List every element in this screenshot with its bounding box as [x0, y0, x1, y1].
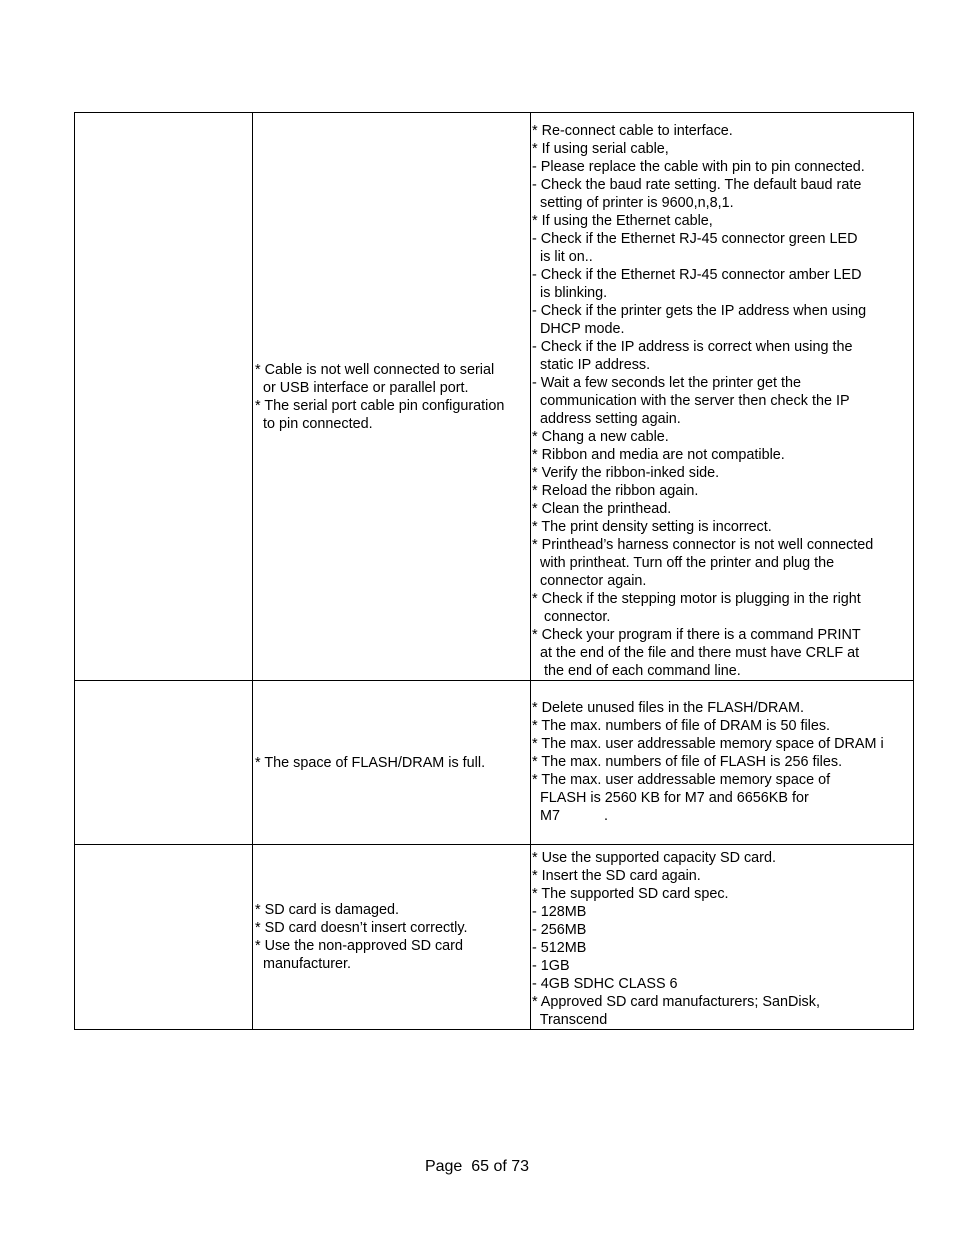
text-line: communication with the server then check the IP [532, 393, 850, 409]
text-line: - Wait a few seconds let the printer get the [532, 375, 802, 391]
text-line: * The max. numbers of file of FLASH is 256 files. [532, 754, 843, 770]
text-line: - 256MB [532, 922, 587, 938]
solution-cell [531, 113, 914, 681]
text-line: static IP address. [532, 357, 651, 373]
text-line: - 1GB [532, 958, 570, 974]
text-line: * Use the non-approved SD card [255, 938, 463, 954]
text-line: - Check if the IP address is correct when using the [532, 339, 853, 355]
solution-cell [531, 681, 914, 845]
text-line: * Check if the stepping motor is plugging in the right [532, 591, 861, 607]
text-line: * Ribbon and media are not compatible. [532, 447, 785, 463]
cause-cell [253, 845, 531, 1030]
text-line: manufacturer. [255, 956, 351, 972]
text-line: address setting again. [532, 411, 681, 427]
problem-cell [75, 681, 253, 845]
text-line: * Cable is not well connected to serial [255, 361, 495, 378]
text-line: * Chang a new cable. [532, 429, 669, 445]
text-line: - Check if the printer gets the IP address when using [532, 303, 867, 319]
text-line: * The print density setting is incorrect. [532, 519, 772, 535]
text-line: * The max. numbers of file of DRAM is 50 files. [532, 718, 831, 734]
text-line: the end of each command line. [532, 663, 741, 679]
text-line: * The supported SD card spec. [532, 886, 729, 902]
text-line: * Check your program if there is a command PRINT [532, 627, 861, 643]
text-line: * Delete unused files in the FLASH/DRAM. [532, 700, 804, 716]
text-line: is blinking. [532, 285, 608, 301]
text-line: - Please replace the cable with pin to pin connected. [532, 159, 865, 175]
text-line: * If using serial cable, [532, 141, 669, 157]
text-line: with printheat. Turn off the printer and plug the [532, 555, 835, 571]
text-line: - Check the baud rate setting. The default baud rate [532, 177, 862, 193]
text-line: to pin connected. [255, 415, 373, 432]
text-line: Transcend [532, 1012, 608, 1028]
table-row [75, 113, 914, 681]
text-line: is lit on.. [532, 249, 593, 265]
table-row [75, 681, 914, 845]
solution-cell [531, 845, 914, 1030]
problem-cell [75, 845, 253, 1030]
text-line: * Approved SD card manufacturers; SanDisk, [532, 994, 820, 1010]
text-line: * Use the supported capacity SD card. [532, 850, 776, 866]
cause-cell [253, 681, 531, 845]
text-line: * Clean the printhead. [532, 501, 672, 517]
page-number: Page 65 of 73 [424, 1158, 530, 1175]
table-row [75, 845, 914, 1030]
text-line: DHCP mode. [532, 321, 625, 337]
text-line: * Reload the ribbon again. [532, 483, 699, 499]
text-line: * If using the Ethernet cable, [532, 213, 713, 229]
text-line: - Check if the Ethernet RJ-45 connector amber LED [532, 267, 862, 283]
text-line: - 512MB [532, 940, 587, 956]
text-line: at the end of the file and there must have CRLF at [532, 645, 860, 661]
text-line: * The serial port cable pin configuration [255, 397, 505, 414]
text-line: or USB interface or parallel port. [255, 379, 469, 396]
text-line: * SD card is damaged. [255, 902, 399, 918]
troubleshooting-table [74, 112, 914, 1030]
text-line: * Verify the ribbon-inked side. [532, 465, 720, 481]
text-line: * The max. user addressable memory space of DRAM i [532, 736, 884, 752]
problem-cell [75, 113, 253, 681]
text-line: setting of printer is 9600,n,8,1. [532, 195, 734, 211]
text-line: - 128MB [532, 904, 587, 920]
text-line: FLASH is 2560 KB for M7 and 6656KB for [532, 790, 809, 806]
text-line: * Printhead’s harness connector is not well connected [532, 537, 874, 553]
text-line: connector. [532, 609, 611, 625]
cause-cell [253, 113, 531, 681]
text-line: * The max. user addressable memory space of [532, 772, 831, 788]
text-line: * SD card doesn’t insert correctly. [255, 920, 468, 936]
text-line: connector again. [532, 573, 647, 589]
text-line: - Check if the Ethernet RJ-45 connector green LED [532, 231, 858, 247]
text-line: * Insert the SD card again. [532, 868, 701, 884]
text-line: * Re-connect cable to interface. [532, 123, 733, 139]
text-line: M7 . [532, 808, 608, 824]
text-line: - 4GB SDHC CLASS 6 [532, 976, 678, 992]
text-line: * The space of FLASH/DRAM is full. [255, 754, 486, 771]
